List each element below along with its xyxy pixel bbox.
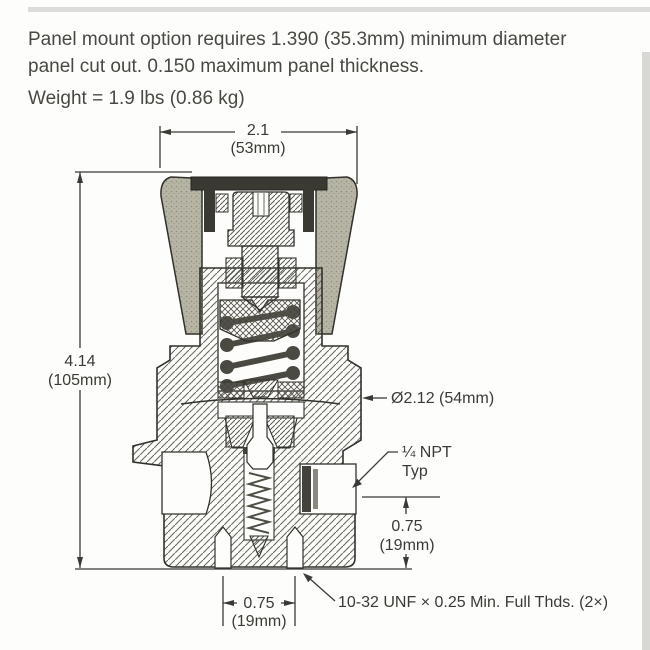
port-retaining-ring bbox=[302, 466, 311, 512]
mounting-hole-left bbox=[215, 527, 231, 568]
weight-note: Weight = 1.9 lbs (0.86 kg) bbox=[28, 88, 245, 109]
inlet-port-left bbox=[162, 452, 212, 514]
dim-height-in: 4.14 bbox=[64, 353, 96, 370]
dim-hole-spacing-in: 0.75 bbox=[243, 595, 275, 612]
dim-diameter-label: Ø2.12 (54mm) bbox=[391, 390, 495, 407]
dim-port-height-mm: (19mm) bbox=[379, 537, 435, 554]
cap-skirt-right bbox=[303, 188, 314, 232]
screw-shaft bbox=[242, 246, 278, 297]
dim-hole-spacing bbox=[223, 576, 295, 630]
knob-left-wedge bbox=[161, 177, 202, 334]
cap-seal-right bbox=[290, 194, 302, 212]
npt-callout bbox=[352, 444, 452, 488]
dim-port-height bbox=[362, 497, 440, 568]
panel-mount-note-line1: Panel mount option requires 1.390 (35.3mm) minimum diameter bbox=[28, 29, 567, 50]
stop-nut-left bbox=[226, 258, 243, 288]
dim-top-width bbox=[160, 121, 357, 184]
thread-note-label: 10-32 UNF × 0.25 Min. Full Thds. (2×) bbox=[338, 594, 609, 611]
scan-edge-top bbox=[28, 7, 650, 12]
cap-seal-left bbox=[216, 194, 228, 212]
dim-diameter bbox=[362, 390, 494, 407]
dim-port-height-in: 0.75 bbox=[391, 518, 423, 535]
dim-top-width-in: 2.1 bbox=[246, 122, 270, 139]
npt-label-line1: ¼ NPT bbox=[402, 444, 452, 461]
dim-top-width-mm: (53mm) bbox=[230, 140, 286, 157]
port-filter bbox=[313, 469, 318, 509]
dim-height-mm: (105mm) bbox=[47, 372, 113, 389]
panel-mount-note-line2: panel cut out. 0.150 maximum panel thickness. bbox=[28, 56, 425, 77]
dim-hole-spacing-mm: (19mm) bbox=[231, 613, 287, 630]
stop-nut-right bbox=[279, 258, 296, 288]
mounting-hole-right bbox=[287, 527, 303, 568]
cap-skirt-left bbox=[204, 188, 215, 232]
npt-label-line2: Typ bbox=[402, 463, 428, 480]
scan-edge-right bbox=[642, 52, 650, 650]
thread-callout bbox=[303, 573, 608, 611]
screw-socket bbox=[253, 192, 269, 216]
